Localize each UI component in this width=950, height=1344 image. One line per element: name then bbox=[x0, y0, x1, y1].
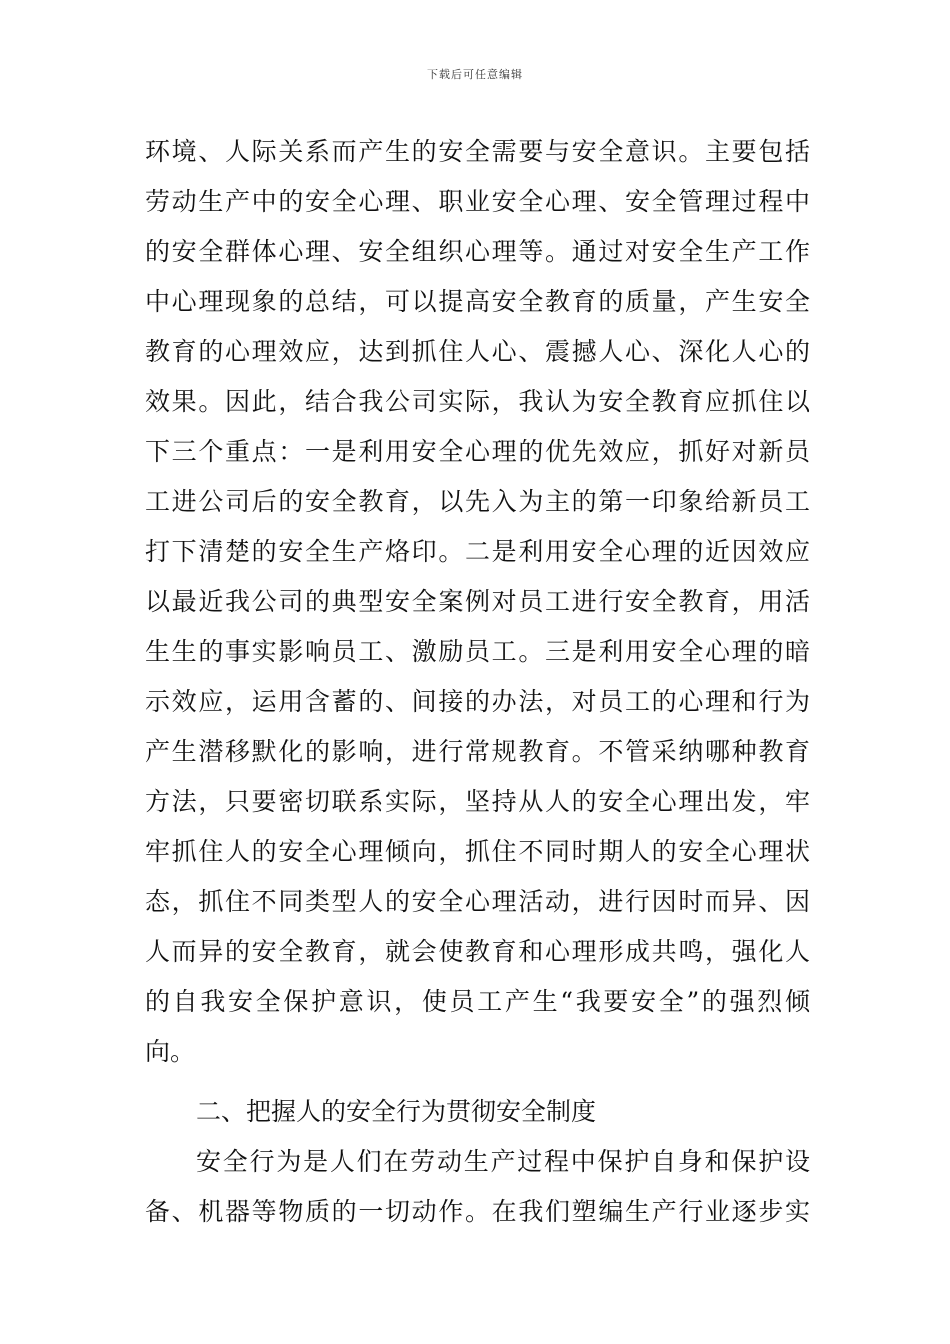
text-line: 打下清楚的安全生产烙印。二是利用安全心理的近因效应 bbox=[145, 537, 810, 566]
body-text bbox=[145, 127, 810, 1237]
section-heading: 二、把握人的安全行为贯彻安全制度 bbox=[196, 1097, 597, 1126]
paragraph-1 bbox=[145, 127, 810, 1077]
text-line: 示效应，运用含蓄的、间接的办法，对员工的心理和行为 bbox=[145, 687, 810, 716]
text-line: 安全行为是人们在劳动生产过程中保护自身和保护设 bbox=[196, 1147, 810, 1176]
text-line: 牢抓住人的安全心理倾向，抓住不同时期人的安全心理状 bbox=[145, 837, 810, 866]
text-line: 下三个重点：一是利用安全心理的优先效应，抓好对新员 bbox=[145, 437, 810, 466]
text-line: 态，抓住不同类型人的安全心理活动，进行因时而异、因 bbox=[145, 887, 810, 916]
text-line: 劳动生产中的安全心理、职业安全心理、安全管理过程中 bbox=[145, 187, 810, 216]
header-note: 下载后可任意编辑 bbox=[427, 68, 523, 81]
text-line: 的自我安全保护意识，使员工产生“我要安全”的强烈倾 bbox=[145, 987, 810, 1016]
text-line: 环境、人际关系而产生的安全需要与安全意识。主要包括 bbox=[145, 137, 810, 166]
text-line: 中心理现象的总结，可以提高安全教育的质量，产生安全 bbox=[145, 287, 810, 316]
text-line: 效果。因此，结合我公司实际，我认为安全教育应抓住以 bbox=[145, 387, 810, 416]
text-line: 备、机器等物质的一切动作。在我们塑编生产行业逐步实 bbox=[145, 1197, 810, 1226]
text-line: 教育的心理效应，达到抓住人心、震撼人心、深化人心的 bbox=[145, 337, 810, 366]
text-line: 以最近我公司的典型安全案例对员工进行安全教育，用活 bbox=[145, 587, 810, 616]
text-line: 工进公司后的安全教育，以先入为主的第一印象给新员工 bbox=[145, 487, 810, 516]
text-line: 生生的事实影响员工、激励员工。三是利用安全心理的暗 bbox=[145, 637, 810, 666]
text-line: 人而异的安全教育，就会使教育和心理形成共鸣，强化人 bbox=[145, 937, 810, 966]
text-line: 产生潜移默化的影响，进行常规教育。不管采纳哪种教育 bbox=[145, 737, 810, 766]
paragraph-2 bbox=[145, 1137, 810, 1237]
text-line: 向。 bbox=[145, 1037, 196, 1066]
text-line: 的安全群体心理、安全组织心理等。通过对安全生产工作 bbox=[145, 237, 810, 266]
text-line: 方法，只要密切联系实际，坚持从人的安全心理出发，牢 bbox=[145, 787, 810, 816]
